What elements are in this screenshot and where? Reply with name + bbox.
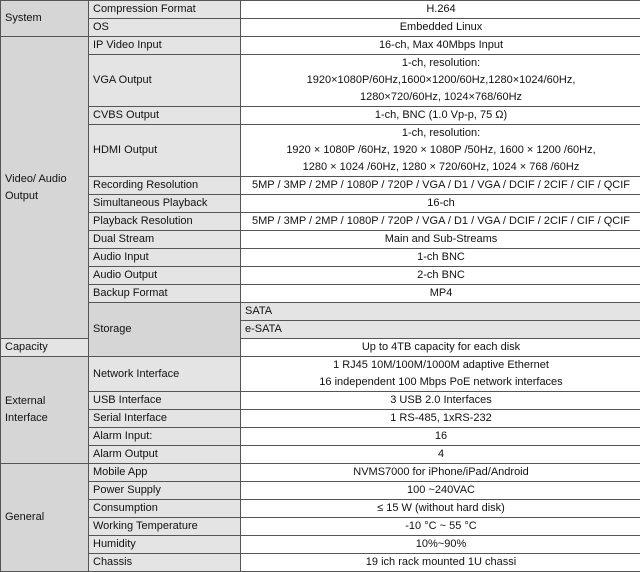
row-label-chassis: Chassis bbox=[89, 554, 241, 572]
row-value-alarm-input: 16 bbox=[241, 428, 640, 446]
row-value-recording-resolution: 5MP / 3MP / 2MP / 1080P / 720P / VGA / D1 / VGA / DCIF / 2CIF / CIF / QCIF bbox=[241, 177, 640, 195]
row-label-usb-interface: USB Interface bbox=[89, 392, 241, 410]
row-value-dual-stream: Main and Sub-Streams bbox=[241, 231, 640, 249]
row-value-audio-output: 2-ch BNC bbox=[241, 267, 640, 285]
row-label-humidity: Humidity bbox=[89, 536, 241, 554]
row-value-simultaneous-playback: 16-ch bbox=[241, 195, 640, 213]
row-value-consumption: ≤ 15 W (without hard disk) bbox=[241, 500, 640, 518]
section-storage: Storage bbox=[89, 303, 241, 357]
row-value-capacity: Up to 4TB capacity for each disk bbox=[241, 339, 640, 357]
row-label-compression-format: Compression Format bbox=[89, 1, 241, 19]
table-row bbox=[1, 107, 640, 125]
table-row bbox=[1, 19, 640, 37]
row-value-chassis: 19 ich rack mounted 1U chassi bbox=[241, 554, 640, 572]
table-row bbox=[1, 285, 640, 303]
row-value-os: Embedded Linux bbox=[241, 19, 640, 37]
row-label-playback-resolution: Playback Resolution bbox=[89, 213, 241, 231]
row-value-network-interface: 1 RJ45 10M/100M/1000M adaptive Ethernet 16 independent 100 Mbps PoE network interfaces bbox=[241, 357, 640, 392]
row-value-audio-input: 1-ch BNC bbox=[241, 249, 640, 267]
section-external-interface: External Interface bbox=[1, 357, 89, 464]
table-row bbox=[1, 55, 640, 107]
section-general: General bbox=[1, 464, 89, 572]
row-value-power-supply: 100 ~240VAC bbox=[241, 482, 640, 500]
row-value-usb-interface: 3 USB 2.0 Interfaces bbox=[241, 392, 640, 410]
table-row bbox=[1, 37, 640, 55]
row-label-recording-resolution: Recording Resolution bbox=[89, 177, 241, 195]
table-row bbox=[1, 410, 640, 428]
row-label-network-interface: Network Interface bbox=[89, 357, 241, 392]
row-label-hdmi-output: HDMI Output bbox=[89, 125, 241, 177]
table-row bbox=[1, 231, 640, 249]
row-label-working-temperature: Working Temperature bbox=[89, 518, 241, 536]
row-value-alarm-output: 4 bbox=[241, 446, 640, 464]
row-label-alarm-output: Alarm Output bbox=[89, 446, 241, 464]
row-label-esata: e-SATA bbox=[241, 321, 640, 339]
row-value-serial-interface: 1 RS-485, 1xRS-232 bbox=[241, 410, 640, 428]
row-value-vga-output: 1-ch, resolution: 1920×1080P/60Hz,1600×1200/60Hz,1280×1024/60Hz, 1280×720/60Hz, 1024×768/60Hz bbox=[241, 55, 640, 107]
table-row bbox=[1, 518, 640, 536]
section-video-audio-output: Video/ Audio Output bbox=[1, 37, 89, 339]
row-value-backup-format: MP4 bbox=[241, 285, 640, 303]
table-row bbox=[1, 249, 640, 267]
row-label-backup-format: Backup Format bbox=[89, 285, 241, 303]
section-system: System bbox=[1, 1, 89, 37]
row-label-consumption: Consumption bbox=[89, 500, 241, 518]
table-row bbox=[1, 177, 640, 195]
table-row bbox=[1, 554, 640, 572]
row-label-mobile-app: Mobile App bbox=[89, 464, 241, 482]
table-row bbox=[1, 213, 640, 231]
row-value-working-temperature: -10 °C ~ 55 °C bbox=[241, 518, 640, 536]
row-value-humidity: 10%~90% bbox=[241, 536, 640, 554]
row-label-simultaneous-playback: Simultaneous Playback bbox=[89, 195, 241, 213]
row-value-hdmi-output: 1-ch, resolution: 1920 × 1080P /60Hz, 1920 × 1080P /50Hz, 1600 × 1200 /60Hz, 1280 × 1024 /60Hz, 1280 × 720/60Hz, 1024 × 768 /60Hz bbox=[241, 125, 640, 177]
row-value-compression-format: H.264 bbox=[241, 1, 640, 19]
row-label-capacity: Capacity bbox=[1, 339, 89, 357]
table-row bbox=[1, 1, 640, 19]
row-value-mobile-app: NVMS7000 for iPhone/iPad/Android bbox=[241, 464, 640, 482]
row-label-serial-interface: Serial Interface bbox=[89, 410, 241, 428]
table-row bbox=[1, 500, 640, 518]
row-label-ip-video-input: IP Video Input bbox=[89, 37, 241, 55]
table-row bbox=[1, 536, 640, 554]
row-value-playback-resolution: 5MP / 3MP / 2MP / 1080P / 720P / VGA / D1 / VGA / DCIF / 2CIF / CIF / QCIF bbox=[241, 213, 640, 231]
row-label-sata: SATA bbox=[241, 303, 640, 321]
table-row bbox=[1, 267, 640, 285]
row-label-os: OS bbox=[89, 19, 241, 37]
table-row bbox=[1, 464, 640, 482]
row-label-power-supply: Power Supply bbox=[89, 482, 241, 500]
table-row bbox=[1, 428, 640, 446]
table-row bbox=[1, 482, 640, 500]
table-row bbox=[1, 195, 640, 213]
table-row bbox=[1, 125, 640, 177]
row-label-dual-stream: Dual Stream bbox=[89, 231, 241, 249]
table-row bbox=[1, 303, 640, 321]
row-label-alarm-input: Alarm Input: bbox=[89, 428, 241, 446]
row-label-vga-output: VGA Output bbox=[89, 55, 241, 107]
row-value-ip-video-input: 16-ch, Max 40Mbps Input bbox=[241, 37, 640, 55]
table-row bbox=[1, 446, 640, 464]
row-value-cvbs-output: 1-ch, BNC (1.0 Vp-p, 75 Ω) bbox=[241, 107, 640, 125]
row-label-cvbs-output: CVBS Output bbox=[89, 107, 241, 125]
table-row bbox=[1, 392, 640, 410]
row-label-audio-input: Audio Input bbox=[89, 249, 241, 267]
table-row bbox=[1, 357, 640, 392]
row-label-audio-output: Audio Output bbox=[89, 267, 241, 285]
